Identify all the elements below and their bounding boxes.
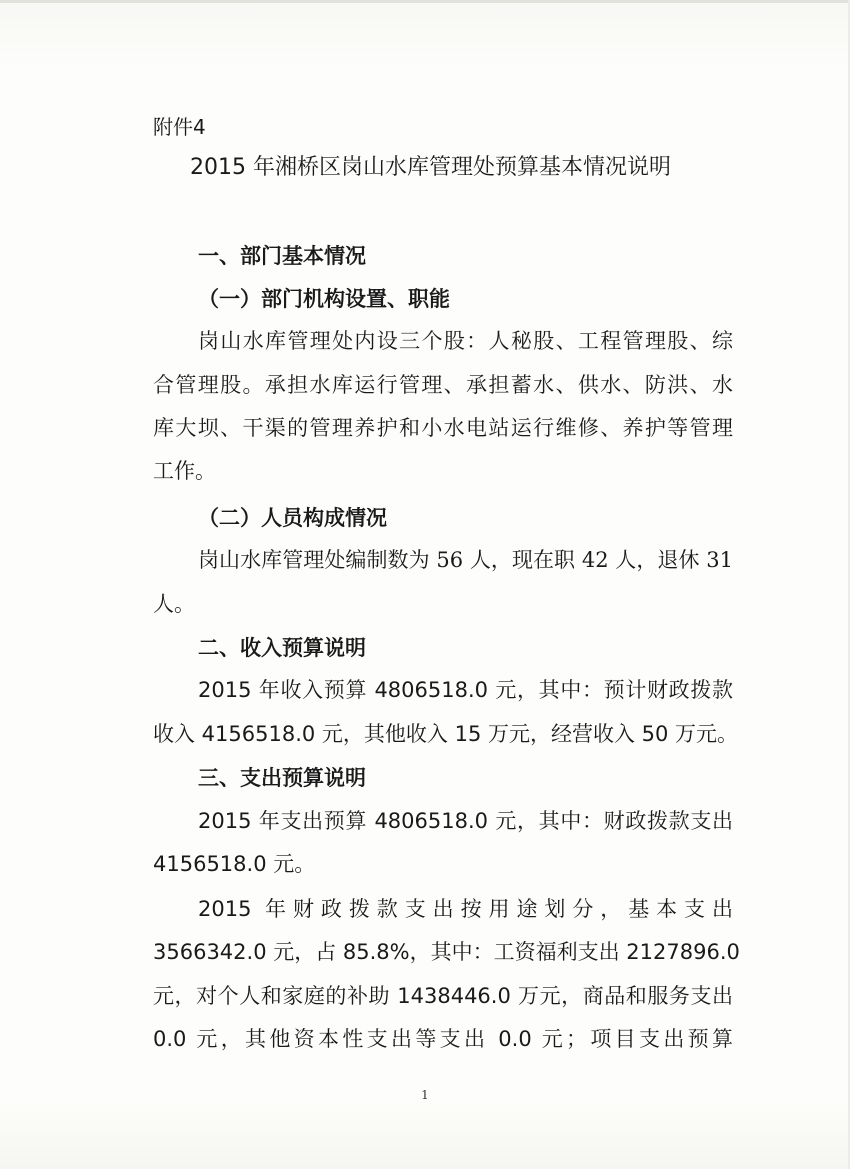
document-title: 2015 年湘桥区岗山水库管理处预算基本情况说明 <box>190 155 671 180</box>
page-number: 1 <box>421 1088 429 1102</box>
paragraph-line: 4156518.0 元。 <box>153 852 316 876</box>
attachment-label: 附件4 <box>153 115 206 139</box>
paragraph-line: 收入 4156518.0 元，其他收入 15 万元，经营收入 50 万元。 <box>153 722 739 746</box>
paragraph-line: 0.0 元，其他资本性支出等支出 0.0 元；项目支出预算 <box>153 1027 733 1051</box>
paragraph-line: 3566342.0 元，占 85.8%，其中：工资福利支出 2127896.0 <box>153 940 740 964</box>
paragraph-line: 工作。 <box>153 459 216 483</box>
paragraph-line: 元，对个人和家庭的补助 1438446.0 万元，商品和服务支出 <box>153 984 733 1008</box>
section-1-1-heading: （一）部门机构设置、职能 <box>198 287 450 311</box>
paragraph-line: 人。 <box>153 592 195 616</box>
paragraph-line: 2015 年财政拨款支出按用途划分，基本支出 <box>198 897 733 921</box>
scan-edge-top <box>0 0 850 3</box>
paragraph-line: 岗山水库管理处编制数为 56 人，现在职 42 人，退休 31 <box>198 548 733 572</box>
section-1-heading: 一、部门基本情况 <box>198 244 366 268</box>
paragraph-line: 岗山水库管理处内设三个股：人秘股、工程管理股、综 <box>198 329 733 353</box>
section-1-2-heading: （二）人员构成情况 <box>198 506 387 530</box>
paragraph-line: 库大坝、干渠的管理养护和小水电站运行维修、养护等管理 <box>153 416 733 440</box>
section-3-heading: 三、支出预算说明 <box>198 766 366 790</box>
paragraph-line: 2015 年收入预算 4806518.0 元，其中：预计财政拨款 <box>198 678 733 702</box>
paragraph-line: 2015 年支出预算 4806518.0 元，其中：财政拨款支出 <box>198 809 733 833</box>
paragraph-line: 合管理股。承担水库运行管理、承担蓄水、供水、防洪、水 <box>153 373 733 397</box>
section-2-heading: 二、收入预算说明 <box>198 636 366 660</box>
